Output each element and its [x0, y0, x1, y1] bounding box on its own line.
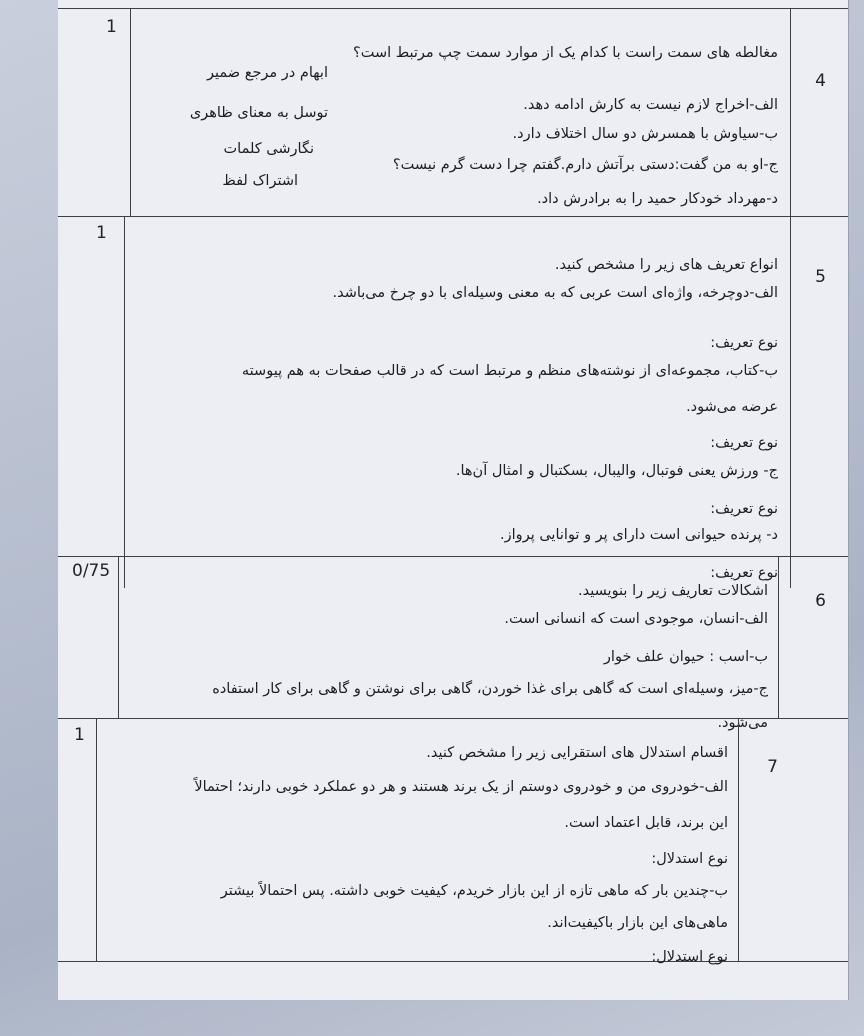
number-divider: [790, 9, 791, 216]
question-row-4: [58, 8, 848, 216]
question-number: 7: [767, 757, 778, 777]
line-1: انواع تعریف های زیر را مشخص کنید.: [554, 257, 778, 273]
question-number: 5: [815, 267, 826, 287]
question-number: 4: [815, 71, 826, 91]
number-divider: [738, 719, 739, 961]
exam-sheet: [58, 0, 849, 1000]
line-2: الف-خودروی من و خودروی دوستم از یک برند هستند و هر دو عملکرد خوبی دارند؛ احتمالاً: [194, 779, 728, 795]
line-4: نوع استدلال:: [651, 851, 728, 867]
line-6: نوع تعریف:: [710, 435, 778, 451]
line-5: عرضه می‌شود.: [686, 399, 778, 415]
item-a: الف-اخراج لازم نیست به کارش ادامه دهد.: [523, 97, 778, 113]
number-divider: [778, 557, 779, 718]
score-cell: 0/75: [72, 561, 111, 581]
item-d: د-مهرداد خودکار حمید را به برادرش داد.: [537, 191, 778, 207]
line-3: این برند، قابل اعتماد است.: [564, 815, 728, 831]
line-5: می‌شود.: [717, 715, 768, 731]
line-2: الف-انسان، موجودی است که انسانی است.: [504, 611, 768, 627]
line-7: نوع استدلال:: [651, 949, 728, 965]
line-1: اشکالات تعاریف زیر را بنویسید.: [578, 583, 768, 599]
option-3: نگارشی کلمات: [223, 141, 314, 157]
line-5: ب-چندین بار که ماهی تازه از این بازار خریدم، کیفیت خوبی داشته. پس احتمالاً بیشتر: [220, 883, 728, 899]
score-cell: 1: [106, 17, 117, 37]
question-row-7: [58, 718, 848, 965]
line-3: نوع تعریف:: [710, 335, 778, 351]
line-10: نوع تعریف:: [710, 565, 778, 581]
question-number: 6: [815, 591, 826, 611]
line-8: نوع تعریف:: [710, 501, 778, 517]
question-row-5: [58, 216, 848, 588]
question-prompt: مغالطه های سمت راست با کدام یک از موارد سمت چپ مرتبط است؟: [353, 45, 778, 61]
line-2: الف-دوچرخه، واژه‌ای است عربی که به معنی وسیله‌ای با دو چرخ می‌باشد.: [332, 285, 778, 301]
option-2: توسل به معنای ظاهری: [189, 105, 328, 121]
line-4: ب-کتاب، مجموعه‌ای از نوشته‌های منظم و مرتبط است که در قالب صفحات به هم پیوسته: [241, 363, 778, 379]
question-row-6: [58, 556, 848, 731]
item-c: ج-او به من گفت:دستی برآتش دارم.گفتم چرا دست گرم نیست؟: [392, 157, 778, 173]
score-divider: [96, 719, 97, 961]
score-divider: [124, 217, 125, 588]
item-b: ب-سیاوش با همسرش دو سال اختلاف دارد.: [512, 126, 778, 142]
line-6: ماهی‌های این بازار باکیفیت‌اند.: [547, 915, 728, 931]
option-4: اشتراک لفظ: [222, 173, 298, 189]
line-1: اقسام استدلال های استقرایی زیر را مشخص کنید.: [426, 745, 728, 761]
score-cell: 1: [74, 725, 85, 745]
number-divider: [790, 217, 791, 588]
option-1: ابهام در مرجع ضمیر: [207, 65, 328, 81]
score-cell: 1: [96, 223, 107, 243]
line-7: ج- ورزش یعنی فوتبال، والیبال، بسکتبال و امثال آن‌ها.: [455, 463, 778, 479]
score-divider: [118, 557, 119, 718]
score-divider: [130, 9, 131, 216]
line-3: ب-اسب : حیوان علف خوار: [603, 649, 768, 665]
line-9: د- پرنده حیوانی است دارای پر و توانایی پرواز.: [500, 527, 778, 543]
line-4: ج-میز، وسیله‌ای است که گاهی برای غذا خوردن، گاهی برای نوشتن و گاهی برای کار استفاده: [212, 681, 768, 697]
